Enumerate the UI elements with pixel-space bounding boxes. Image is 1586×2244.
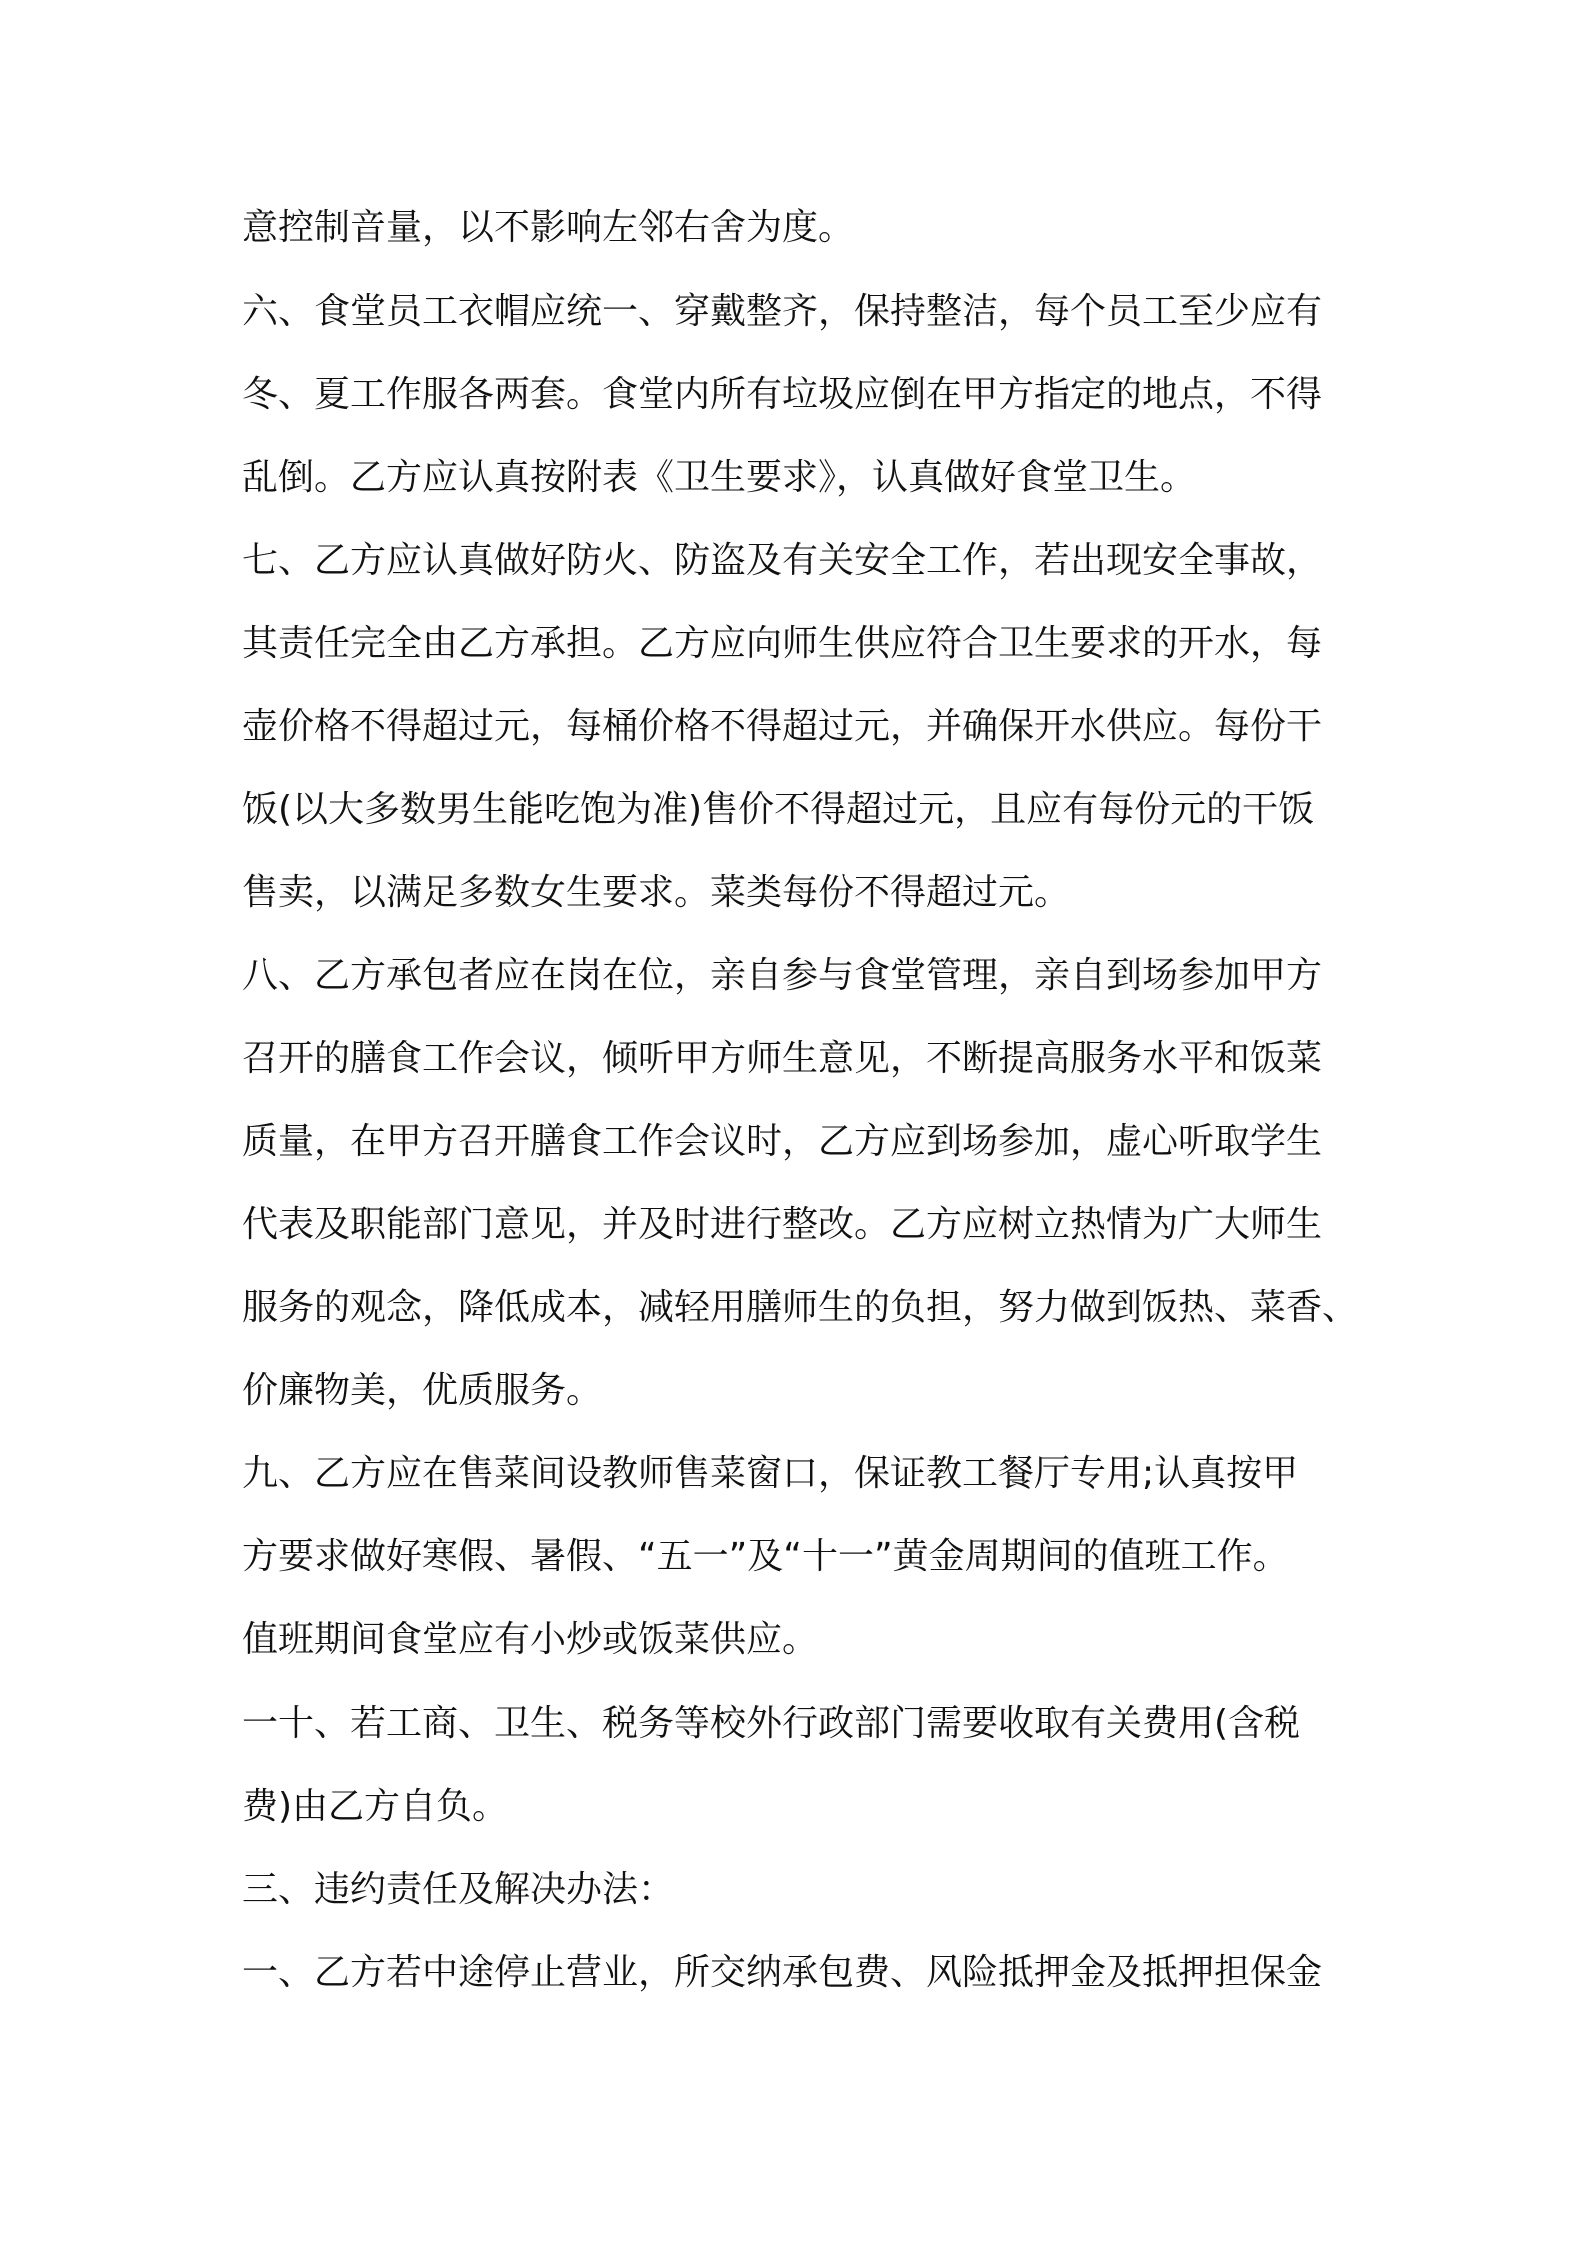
text-line: 代表及职能部门意见，并及时进行整改。乙方应树立热情为广大师生 xyxy=(242,1204,1323,1245)
text-line: 一、乙方若中途停止营业，所交纳承包费、风险抵押金及抵押担保金 xyxy=(242,1952,1323,1993)
text-line: 七、乙方应认真做好防火、防盗及有关安全工作，若出现安全事故， xyxy=(242,540,1323,581)
text-line: 饭(以大多数男生能吃饱为准)售价不得超过元，且应有每份元的干饭 xyxy=(242,789,1315,830)
text-line: 九、乙方应在售菜间设教师售菜窗口，保证教工餐厅专用;认真按甲 xyxy=(242,1453,1299,1494)
text-line: 冬、夏工作服各两套。食堂内所有垃圾应倒在甲方指定的地点，不得 xyxy=(242,374,1323,415)
text-line: 质量，在甲方召开膳食工作会议时，乙方应到场参加，虚心听取学生 xyxy=(242,1121,1323,1162)
text-line: 费)由乙方自负。 xyxy=(242,1786,509,1827)
text-line: 八、乙方承包者应在岗在位，亲自参与食堂管理，亲自到场参加甲方 xyxy=(242,955,1323,996)
text-line: 三、违约责任及解决办法： xyxy=(242,1869,675,1910)
text-line: 意控制音量，以不影响左邻右舍为度。 xyxy=(242,207,855,248)
text-line: 售卖，以满足多数女生要求。菜类每份不得超过元。 xyxy=(242,872,1071,913)
text-line: 乱倒。乙方应认真按附表《卫生要求》，认真做好食堂卫生。 xyxy=(242,457,1197,498)
text-line: 价廉物美，优质服务。 xyxy=(242,1370,603,1411)
text-line: 召开的膳食工作会议，倾听甲方师生意见，不断提高服务水平和饭菜 xyxy=(242,1038,1323,1079)
text-line: 方要求做好寒假、暑假、“五一”及“十一”黄金周期间的值班工作。 xyxy=(242,1536,1289,1577)
text-line: 其责任完全由乙方承担。乙方应向师生供应符合卫生要求的开水，每 xyxy=(242,623,1323,664)
text-line: 值班期间食堂应有小炒或饭菜供应。 xyxy=(242,1619,819,1660)
text-line: 六、食堂员工衣帽应统一、穿戴整齐，保持整洁，每个员工至少应有 xyxy=(242,291,1323,332)
text-line: 壶价格不得超过元，每桶价格不得超过元，并确保开水供应。每份干 xyxy=(242,706,1323,747)
text-line: 一十、若工商、卫生、税务等校外行政部门需要收取有关费用(含税 xyxy=(242,1703,1301,1744)
text-line: 服务的观念，降低成本，减轻用膳师生的负担，努力做到饭热、菜香、 xyxy=(242,1287,1359,1328)
